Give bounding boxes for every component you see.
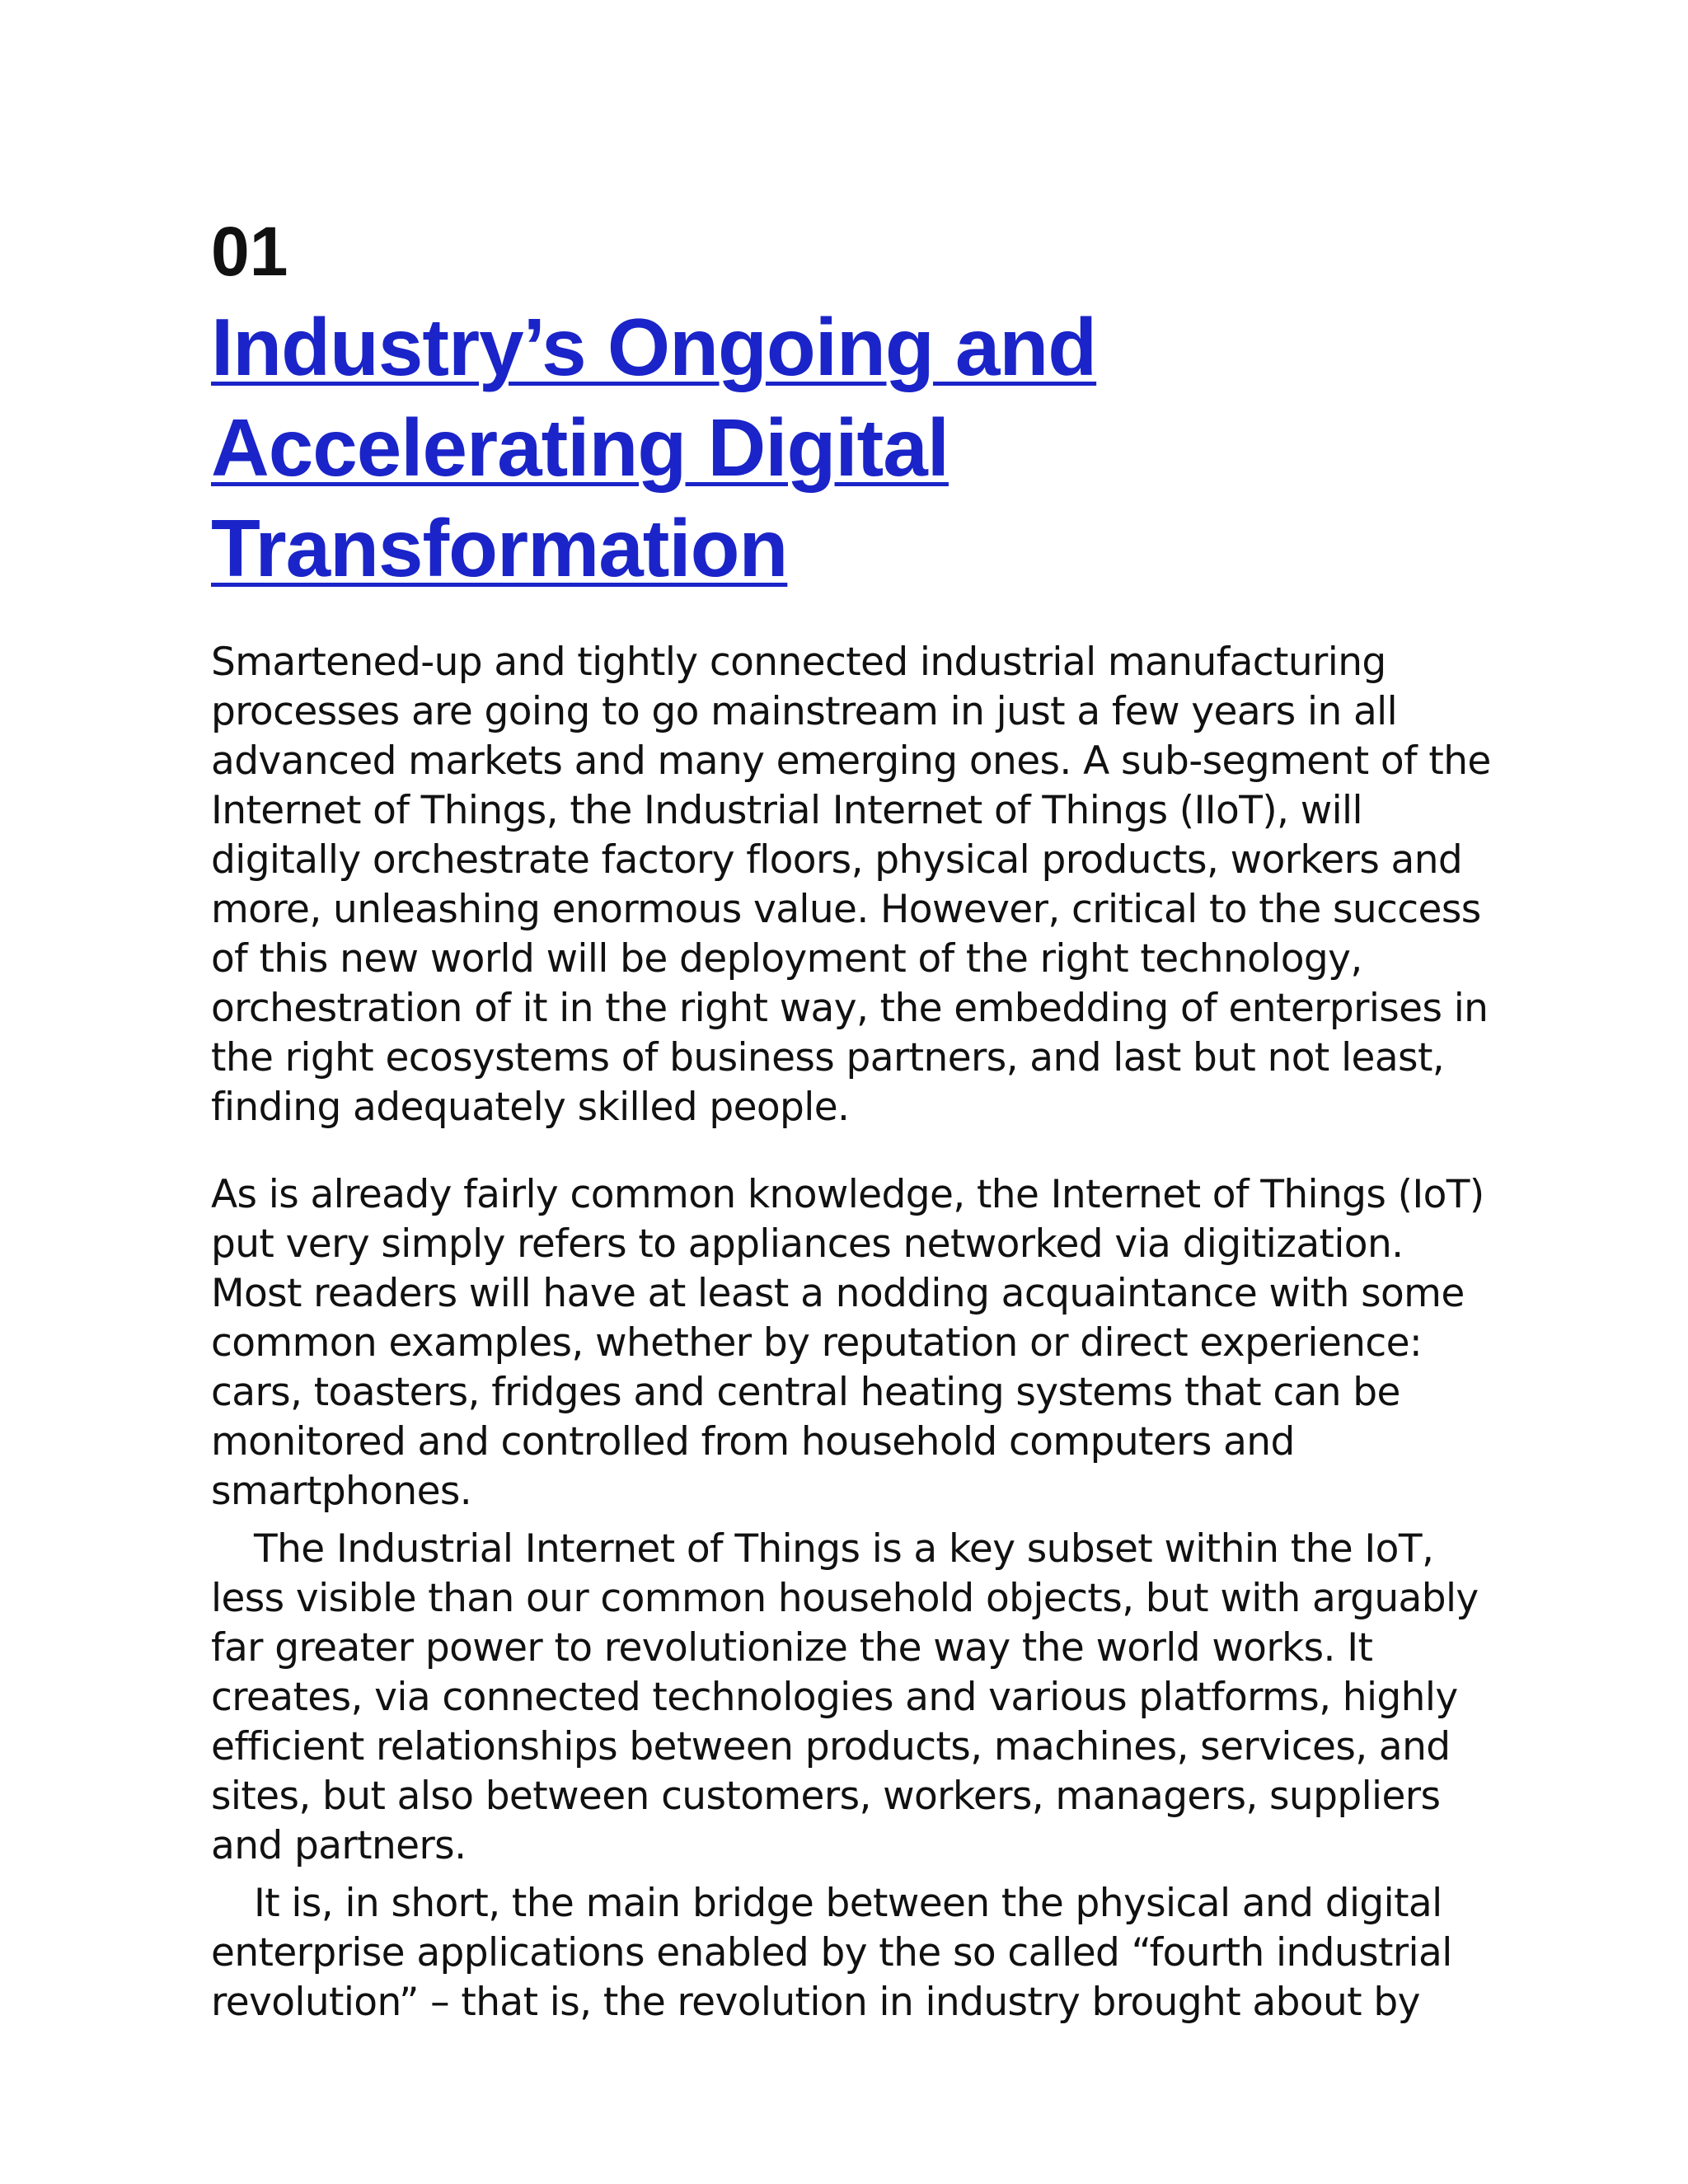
- chapter-title-line-2: Accelerating Digital: [211, 402, 949, 493]
- body-paragraph-3: The Industrial Internet of Things is a key subset within the IoT, less visible than our common household objects, but with arguably far greater power to revolutionize the way the world works. It creates, via connected technologies and various platforms, highly efficient relationships between products, machines, services, and sites, but also between customers, workers, managers, suppliers and partners.: [211, 1526, 1479, 1868]
- chapter-title-link[interactable]: [211, 297, 1497, 598]
- body-paragraph-1: Smartened-up and tightly connected industrial manufacturing processes are going to go mainstream in just a few years in all advanced markets and many emerging ones. A sub-segment of the Internet of Things, the Industrial Internet of Things (IIoT), will digitally orchestrate factory floors, physical products, workers and more, unleashing enormous value. However, critical to the success of this new world will be deployment of the right technology, orchestration of it in the right way, the embedding of enterprises in the right ecosystems of business partners, and last but not least, finding adequately skilled people.: [211, 640, 1491, 1130]
- chapter-number: 01: [211, 213, 288, 290]
- body-paragraph-2: As is already fairly common knowledge, the Internet of Things (IoT) put very simply refers to appliances networked via digitization. Most readers will have at least a nodding acquaintance with some common examples, whether by reputation or direct experience: cars, toasters, fridges and central heating systems that can be monitored and controlled from household computers and smartphones.: [211, 1172, 1484, 1514]
- chapter-title-line-1: Industry’s Ongoing and: [211, 302, 1097, 392]
- chapter-title: [211, 297, 1497, 598]
- chapter-title-line-3: Transformation: [211, 503, 788, 593]
- body-paragraph-4: It is, in short, the main bridge between the physical and digital enterprise applications enabled by the so called “fourth industrial revolution” – that is, the revolution in industry brought about by: [211, 1881, 1452, 2025]
- document-page: [211, 206, 1497, 2027]
